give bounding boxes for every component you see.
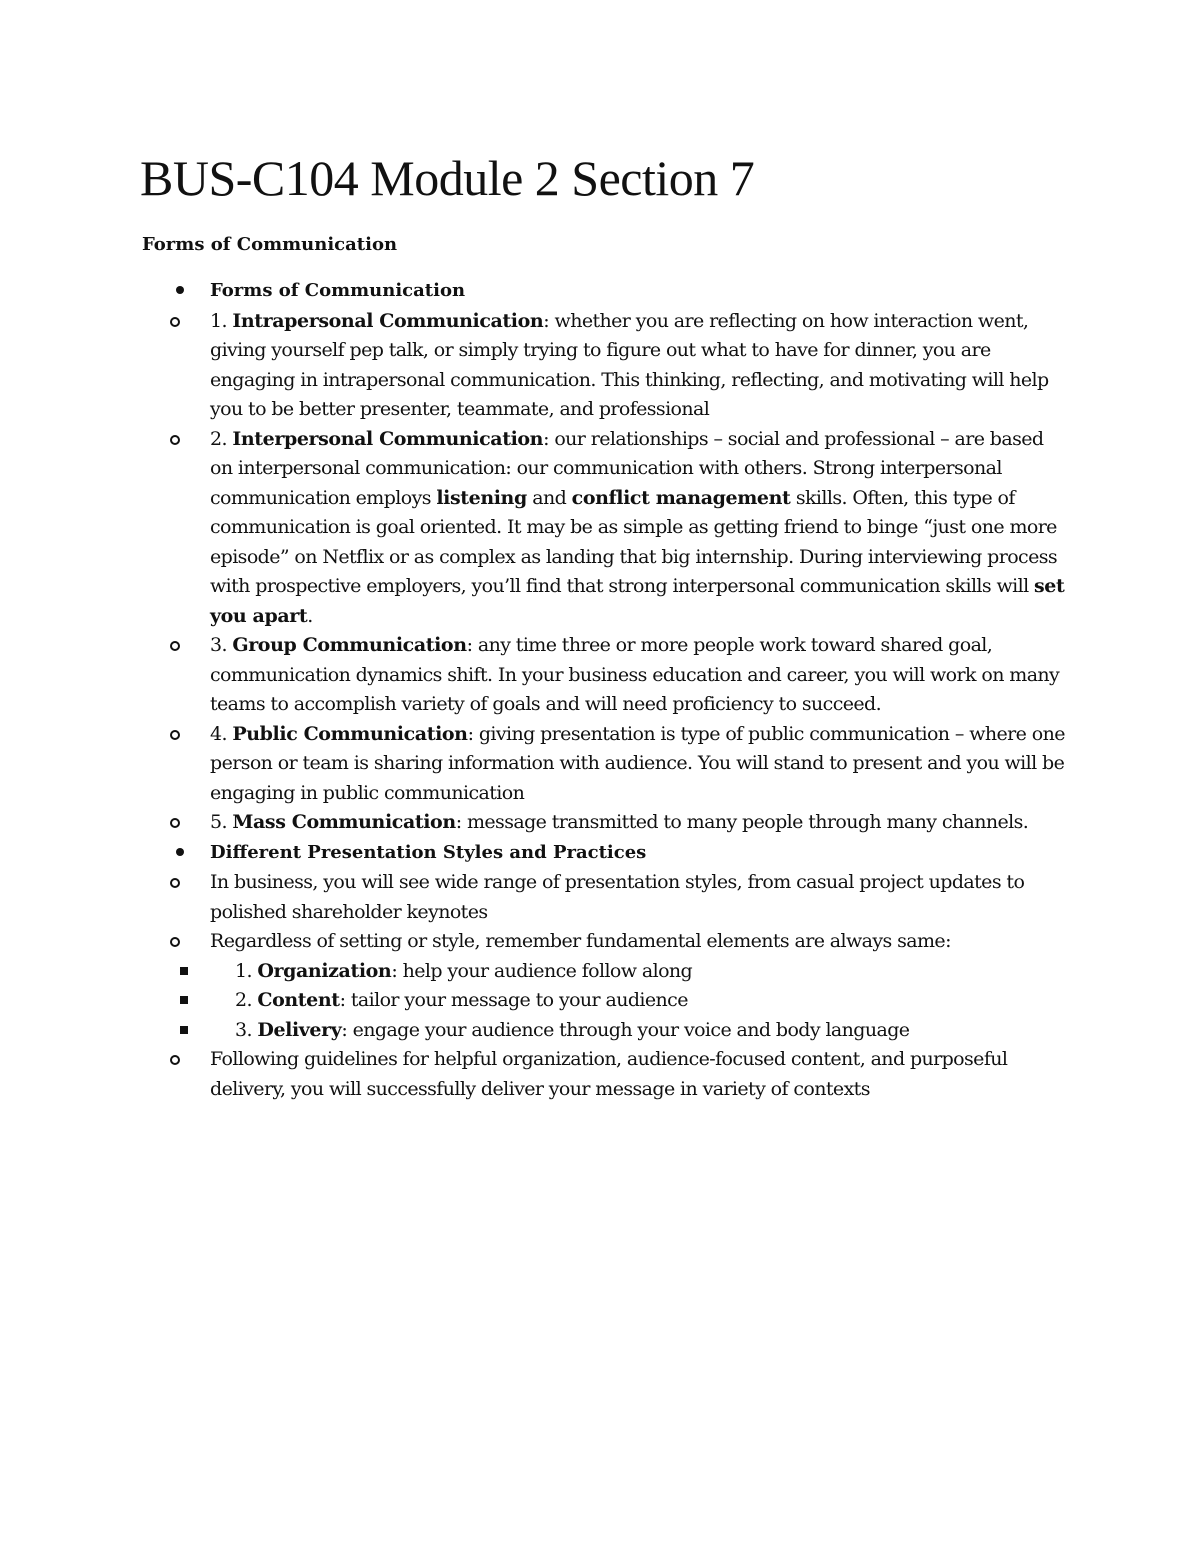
square-bullet-icon bbox=[180, 996, 188, 1004]
item-term: Organization bbox=[257, 959, 392, 982]
list-item bbox=[140, 1016, 1070, 1046]
item-emphasis: set you apart bbox=[210, 575, 1065, 627]
sub-sub-list bbox=[140, 957, 1070, 1046]
list-item bbox=[210, 927, 1070, 1045]
item-number: 4. bbox=[210, 722, 233, 745]
item-text: : help your audience follow along bbox=[391, 959, 693, 982]
list-item-presentation-styles bbox=[140, 838, 1070, 1105]
item-emphasis: conflict management bbox=[571, 486, 791, 509]
list-item bbox=[140, 986, 1070, 1016]
item-number: 5. bbox=[210, 811, 233, 833]
item-term: Mass Communication bbox=[232, 811, 456, 833]
item-term: Delivery bbox=[257, 1018, 342, 1041]
list-item bbox=[210, 868, 1070, 927]
sub-list bbox=[210, 307, 1070, 838]
item-term: Content bbox=[257, 989, 340, 1011]
item-text: skills. Often, this type of communication is goal oriented. It may be as simple as getting friend to binge “just one more episode” on Netflix or as complex as landing that big internship. During interviewing process with prospective employers, you’ll find that strong interpersonal communication skills will bbox=[210, 486, 1058, 597]
item-text: : our relationships – social and professional – are based on interpersonal communication: our communication with others. Strong interpersonal communication employs bbox=[210, 427, 1044, 509]
item-number: 2. bbox=[235, 989, 258, 1011]
section-heading: Forms of Communication bbox=[142, 234, 398, 255]
bullet-label: Forms of Communication bbox=[210, 280, 466, 301]
item-text: : message transmitted to many people through many channels. bbox=[455, 811, 1029, 833]
item-text: . bbox=[307, 604, 313, 627]
list-item bbox=[210, 631, 1070, 720]
outline-list bbox=[140, 276, 1070, 1104]
list-item bbox=[210, 425, 1070, 632]
item-text: : engage your audience through your voice and body language bbox=[341, 1018, 910, 1041]
item-emphasis: listening bbox=[436, 486, 527, 509]
item-number: 1. bbox=[210, 309, 233, 332]
hollow-circle-bullet-icon bbox=[170, 818, 180, 828]
hollow-circle-bullet-icon bbox=[170, 937, 180, 947]
item-text: Following guidelines for helpful organization, audience-focused content, and purposeful delivery, you will successfully deliver your message in variety of contexts bbox=[210, 1048, 1008, 1100]
item-number: 1. bbox=[235, 959, 258, 982]
item-text: : whether you are reflecting on how interaction went, giving yourself pep talk, or simply trying to figure out what to have for dinner, you are engaging in intrapersonal communication. This thinking, reflecting, and motivating will help you to be better presenter, teammate, and professional bbox=[210, 309, 1049, 420]
square-bullet-icon bbox=[180, 1026, 188, 1034]
list-item bbox=[210, 720, 1070, 809]
hollow-circle-bullet-icon bbox=[170, 641, 180, 651]
document-title: BUS-C104 Module 2 Section 7 bbox=[140, 150, 755, 206]
item-term: Public Communication bbox=[232, 722, 468, 745]
hollow-circle-bullet-icon bbox=[170, 317, 180, 327]
hollow-circle-bullet-icon bbox=[170, 1055, 180, 1065]
item-term: Group Communication bbox=[232, 634, 467, 656]
hollow-circle-bullet-icon bbox=[170, 878, 180, 888]
item-number: 3. bbox=[235, 1018, 258, 1041]
square-bullet-icon bbox=[180, 967, 188, 975]
item-text: In business, you will see wide range of presentation styles, from casual project updates to polished shareholder keynotes bbox=[210, 871, 1025, 923]
item-term: Intrapersonal Communication bbox=[232, 309, 544, 332]
item-text: : any time three or more people work toward shared goal, communication dynamics shift. In your business education and career, you will work on many teams to accomplish variety of goals and will need proficiency to succeed. bbox=[210, 634, 1060, 715]
item-text: and bbox=[526, 486, 572, 509]
list-item bbox=[140, 957, 1070, 987]
list-item bbox=[210, 1045, 1070, 1104]
item-text: : giving presentation is type of public communication – where one person or team is sharing information with audience. You will stand to present and you will be engaging in public communication bbox=[210, 722, 1065, 804]
item-term: Interpersonal Communication bbox=[232, 427, 544, 450]
bullet-label: Different Presentation Styles and Practices bbox=[210, 841, 647, 863]
item-text: Regardless of setting or style, remember fundamental elements are always same: bbox=[210, 930, 951, 952]
item-number: 3. bbox=[210, 634, 233, 656]
hollow-circle-bullet-icon bbox=[170, 730, 180, 740]
list-item-forms-of-communication bbox=[140, 276, 1070, 838]
item-number: 2. bbox=[210, 427, 233, 450]
list-item bbox=[210, 808, 1070, 838]
hollow-circle-bullet-icon bbox=[170, 435, 180, 445]
sub-list bbox=[210, 868, 1070, 1104]
item-text: : tailor your message to your audience bbox=[339, 989, 688, 1011]
list-item bbox=[210, 307, 1070, 425]
